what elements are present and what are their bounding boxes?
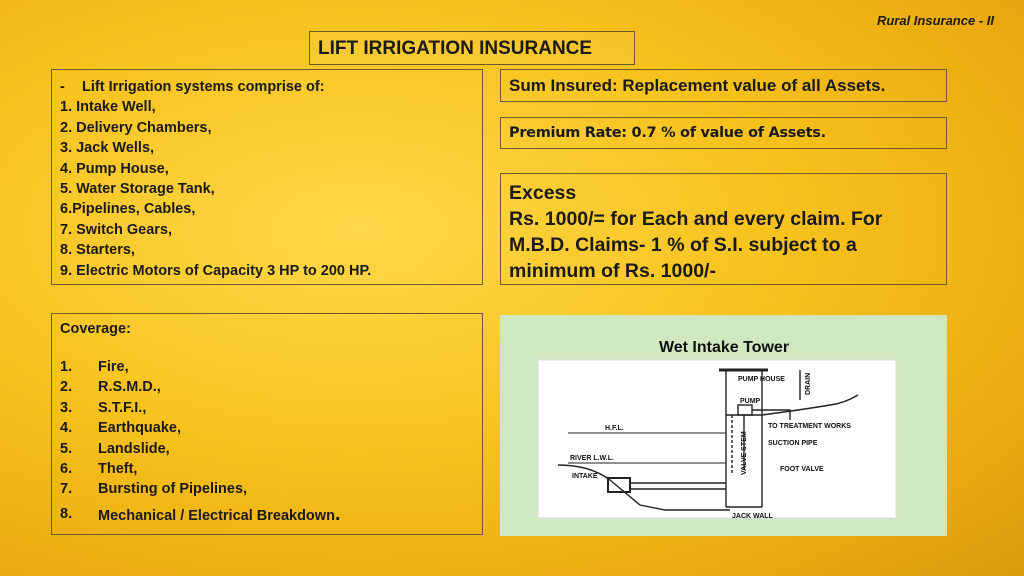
coverage-item: 6. Theft, — [60, 461, 138, 478]
wet-intake-tower-diagram — [500, 315, 947, 536]
systems-list-box — [51, 69, 483, 285]
corner-label: Rural Insurance - II — [876, 13, 994, 28]
excess-line: Rs. 1000/= for Each and every claim. For — [509, 208, 883, 230]
systems-item: 5. Water Storage Tank, — [60, 181, 215, 198]
systems-item: 8. Starters, — [60, 242, 135, 259]
coverage-item: 7. Bursting of Pipelines, — [60, 481, 248, 498]
systems-item: 4. Pump House, — [60, 160, 169, 177]
systems-item: 7. Switch Gears, — [60, 221, 173, 238]
pump-label: PUMP — [740, 398, 761, 405]
bullet-dash: - — [60, 79, 65, 95]
excess-box — [500, 173, 947, 285]
coverage-heading: Coverage: — [60, 321, 131, 337]
diagram-title: Wet Intake Tower — [658, 339, 790, 356]
excess-line: minimum of Rs. 1000/- — [509, 260, 716, 282]
systems-item: 2. Delivery Chambers, — [60, 119, 212, 136]
coverage-item: 1. Fire, — [60, 359, 129, 375]
excess-heading: Excess — [509, 182, 577, 204]
coverage-box — [51, 313, 483, 535]
sum-insured-box: Sum Insured: Replacement value of all Assets. — [500, 69, 947, 102]
coverage-item: 5. Landslide, — [60, 440, 170, 457]
coverage-item: 2. R.S.M.D., — [60, 379, 161, 396]
coverage-item: 3. S.T.F.I., — [60, 399, 147, 416]
systems-item: 9. Electric Motors of Capacity 3 HP to 200 HP. — [60, 262, 372, 279]
premium-rate-box: Premium Rate: 0.7 % of value of Assets. — [500, 117, 947, 149]
systems-intro: - Lift Irrigation systems comprise of: — [60, 77, 474, 97]
diagram-panel — [538, 360, 896, 518]
river-lwl-label: RIVER L.W.L. — [570, 455, 614, 462]
suction-pipe-label: SUCTION PIPE — [768, 440, 818, 447]
foot-valve-label: FOOT VALVE — [780, 466, 824, 473]
jack-wall-label: JACK WALL — [732, 513, 773, 520]
page-title: LIFT IRRIGATION INSURANCE — [309, 31, 635, 65]
excess-line: M.B.D. Claims- 1 % of S.I. subject to a — [509, 234, 857, 256]
valve-stem-label: VALVE STEM — [741, 431, 748, 475]
systems-item: 6.Pipelines, Cables, — [60, 201, 196, 218]
diagram-svg — [500, 315, 947, 536]
systems-item: 1. Intake Well, — [60, 99, 156, 116]
coverage-item: 8. Mechanical / Electrical Breakdown . — [60, 504, 474, 526]
coverage-item: 4. Earthquake, — [60, 420, 181, 437]
intake-label: INTAKE — [572, 473, 598, 480]
treatment-label: TO TREATMENT WORKS — [768, 423, 851, 430]
pump-house-label: PUMP HOUSE — [738, 376, 785, 383]
systems-item: 3. Jack Wells, — [60, 140, 155, 157]
drain-label: DRAIN — [805, 372, 812, 395]
hfl-label: H.F.L. — [605, 425, 624, 432]
